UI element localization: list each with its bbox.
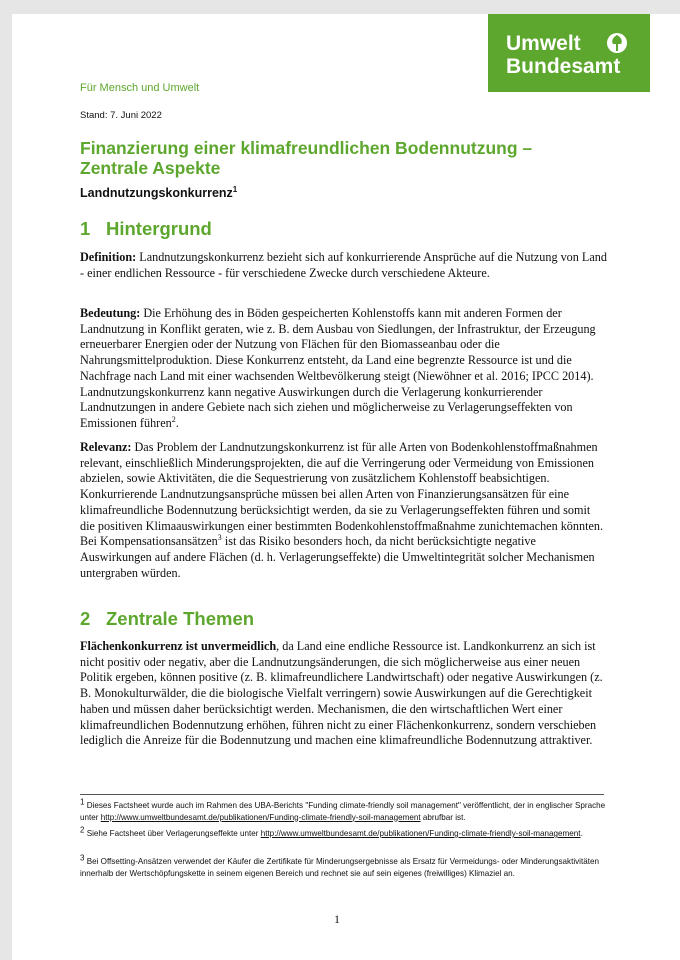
document-page (12, 14, 680, 960)
paragraph-flaechenkonkurrenz (80, 639, 608, 749)
para-text: Die Erhöhung des in Böden gespeicherten Kohlenstoffs kann mit anderen Formen der Landnutzung in Konflikt geraten, wie z. B. dem Ausbau von Siedlungen, der Infrastruktur, der Erzeugung erneuerbarer Energien oder der Nutzung von Flächen für den Biomasseanbau oder die Nahrungsmittelproduktion. Diese Konkurrenz entsteht, da Land eine begrenzte Ressource ist und die Nachfrage nach Land mit einer wachsenden Weltbevölkerung steigt (Niewöhner et al. 2016; IPCC 2014). Landnutzungskonkurrenz kann negative Auswirkungen durch die Verlagerung konkurrierender Landnutzungen in andere Gebiete nach sich ziehen und möglicherweise zu Verlagerungseffekten von Emissionen führen (80, 306, 596, 430)
section-title: Hintergrund (106, 218, 212, 239)
footnote-ref-3[interactable]: 3 (217, 533, 222, 543)
footnote-text: Siehe Factsheet über Verlagerungseffekte unter (84, 829, 261, 838)
document-title: Finanzierung einer klimafreundlichen Bodennutzung – Zentrale Aspekte (80, 138, 533, 178)
uba-logo (488, 14, 650, 92)
logo-line-bundesamt: Bundesamt (506, 55, 621, 78)
tree-emblem-icon (606, 32, 628, 54)
para-label: Definition: (80, 250, 137, 264)
footnote-link[interactable]: http://www.umweltbundesamt.de/publikationen/Funding-climate-friendly-soil-management (260, 829, 581, 838)
para-label: Bedeutung: (80, 306, 141, 320)
subtitle-text: Landnutzungskonkurrenz (80, 186, 233, 200)
para-text: Das Problem der Landnutzungskonkurrenz ist für alle Arten von Bodenkohlenstoffmaßnahmen relevant, einschließlich Minderungsprojekten, die auf die Verringerung oder Vermeidung von Emissionen abzielen, sowie Aktivitäten, die die Sequestrierung von zusätzlichem Kohlenstoff beabsichtigen. Konkurrierende Landnutzungsansprüche müssen bei allen Arten von Finanzierungsansätzen für eine klimafreundliche Bodennutzung berücksichtigt werden, da sie zu Verlagerungseffekten führen und somit die positiven Klimaauswirkungen einer bestimmten Bodenkohlenstoffmaßnahme zunichtemachen könnten. Bei Kompensationsansätzen (80, 440, 604, 549)
footnote-ref-2[interactable]: 2 (171, 414, 176, 424)
footnote-3 (80, 853, 610, 879)
para-label: Flächenkonkurrenz ist unvermeidlich (80, 639, 277, 653)
footnote-number: 3 (80, 853, 85, 863)
para-text: Landnutzungskonkurrenz bezieht sich auf konkurrierende Ansprüche auf die Nutzung von Land - einer endlichen Ressource - für verschiedene Zwecke durch verschiedene Akteure. (80, 250, 607, 280)
paragraph-bedeutung (80, 306, 608, 432)
section-number: 2 (80, 608, 91, 629)
page-number: 1 (334, 912, 340, 926)
para-text-end: . (175, 415, 179, 430)
section-heading-hintergrund (80, 218, 212, 240)
footnote-1 (80, 797, 610, 823)
footnote-number: 2 (80, 825, 85, 835)
section-heading-zentrale-themen (80, 608, 254, 630)
section-title: Zentrale Themen (106, 608, 255, 629)
para-label: Relevanz: (80, 440, 132, 454)
footnote-number: 1 (80, 797, 85, 807)
paragraph-definition (80, 250, 608, 281)
slogan: Für Mensch und Umwelt (80, 82, 200, 94)
footnote-text-end: . (580, 829, 583, 838)
footnote-ref-1[interactable]: 1 (232, 184, 238, 194)
date-stand: Stand: 7. Juni 2022 (80, 110, 162, 121)
footnote-link[interactable]: http://www.umweltbundesamt.de/publikationen/Funding-climate-friendly-soil-management (100, 812, 421, 822)
para-text-end: ist das Risiko besonders hoch, da nicht berücksichtigte negative Auswirkungen auf andere Flächen (d. h. Verlagerungseffekte) die Umweltintegrität solcher Mechanismen untergraben würden. (80, 534, 595, 580)
footnote-2 (80, 825, 610, 840)
footnote-divider (80, 794, 604, 795)
section-number: 1 (80, 218, 91, 239)
footnote-text: Bei Offsetting-Ansätzen verwendet der Käufer die Zertifikate für Minderungsergebnisse als Ersatz für Vermeidungs- oder Minderungsaktivitäten innerhalb der Wertschöpfungskette in seinem eigenen Bereich und rechnet sie auf sein eigenes (freiwilliges) Klimaziel an. (80, 857, 599, 878)
footnote-text: Dieses Factsheet wurde auch im Rahmen des UBA-Berichts "Funding climate-friendly soil management" veröffentlicht, der in englischer Sprache unter (80, 801, 606, 822)
paragraph-relevanz (80, 440, 608, 581)
footnote-text-end: abrufbar ist. (420, 812, 466, 822)
document-subtitle (80, 186, 237, 200)
logo-line-umwelt: Umwelt (506, 32, 581, 55)
para-text: , da Land eine endliche Ressource ist. Landkonkurrenz an sich ist nicht positiv oder negativ, aber die Landnutzungsänderungen, die sich möglicherweise aus einer neuen Politik ergeben, können positive (z. B. klimafreundlichere Landwirtschaft) oder negative Auswirkungen (z. B. Monokulturwälder, die die biologische Vielfalt verringern) sowie Auswirkungen auf die Gerechtigkeit haben und müssen daher berücksichtigt werden. Mechanismen, die den wirtschaftlichen Wert einer klimafreundlichen Bodennutzung erhöhen, führen nicht zu einer Flächenkonkurrenz, sondern verschieben lediglich die Anreize für die Bodennutzung und machen eine klimafreundliche Bodennutzung attraktiver. (80, 639, 603, 748)
